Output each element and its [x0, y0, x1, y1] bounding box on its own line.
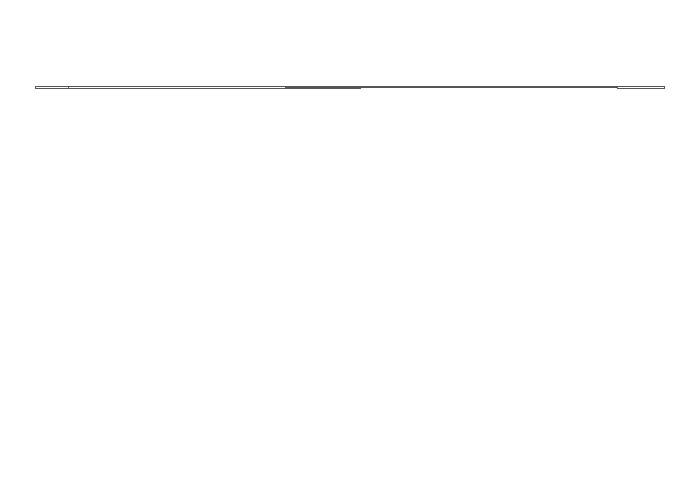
header-straftat [68, 87, 285, 89]
header-schadenssumme [618, 87, 665, 89]
damage-table [35, 86, 665, 89]
header-versucht [338, 88, 361, 89]
header-vollendet [310, 88, 338, 89]
header-schadensklassen [360, 87, 618, 88]
header-schl [36, 87, 69, 89]
header-insgesamt [285, 88, 310, 89]
